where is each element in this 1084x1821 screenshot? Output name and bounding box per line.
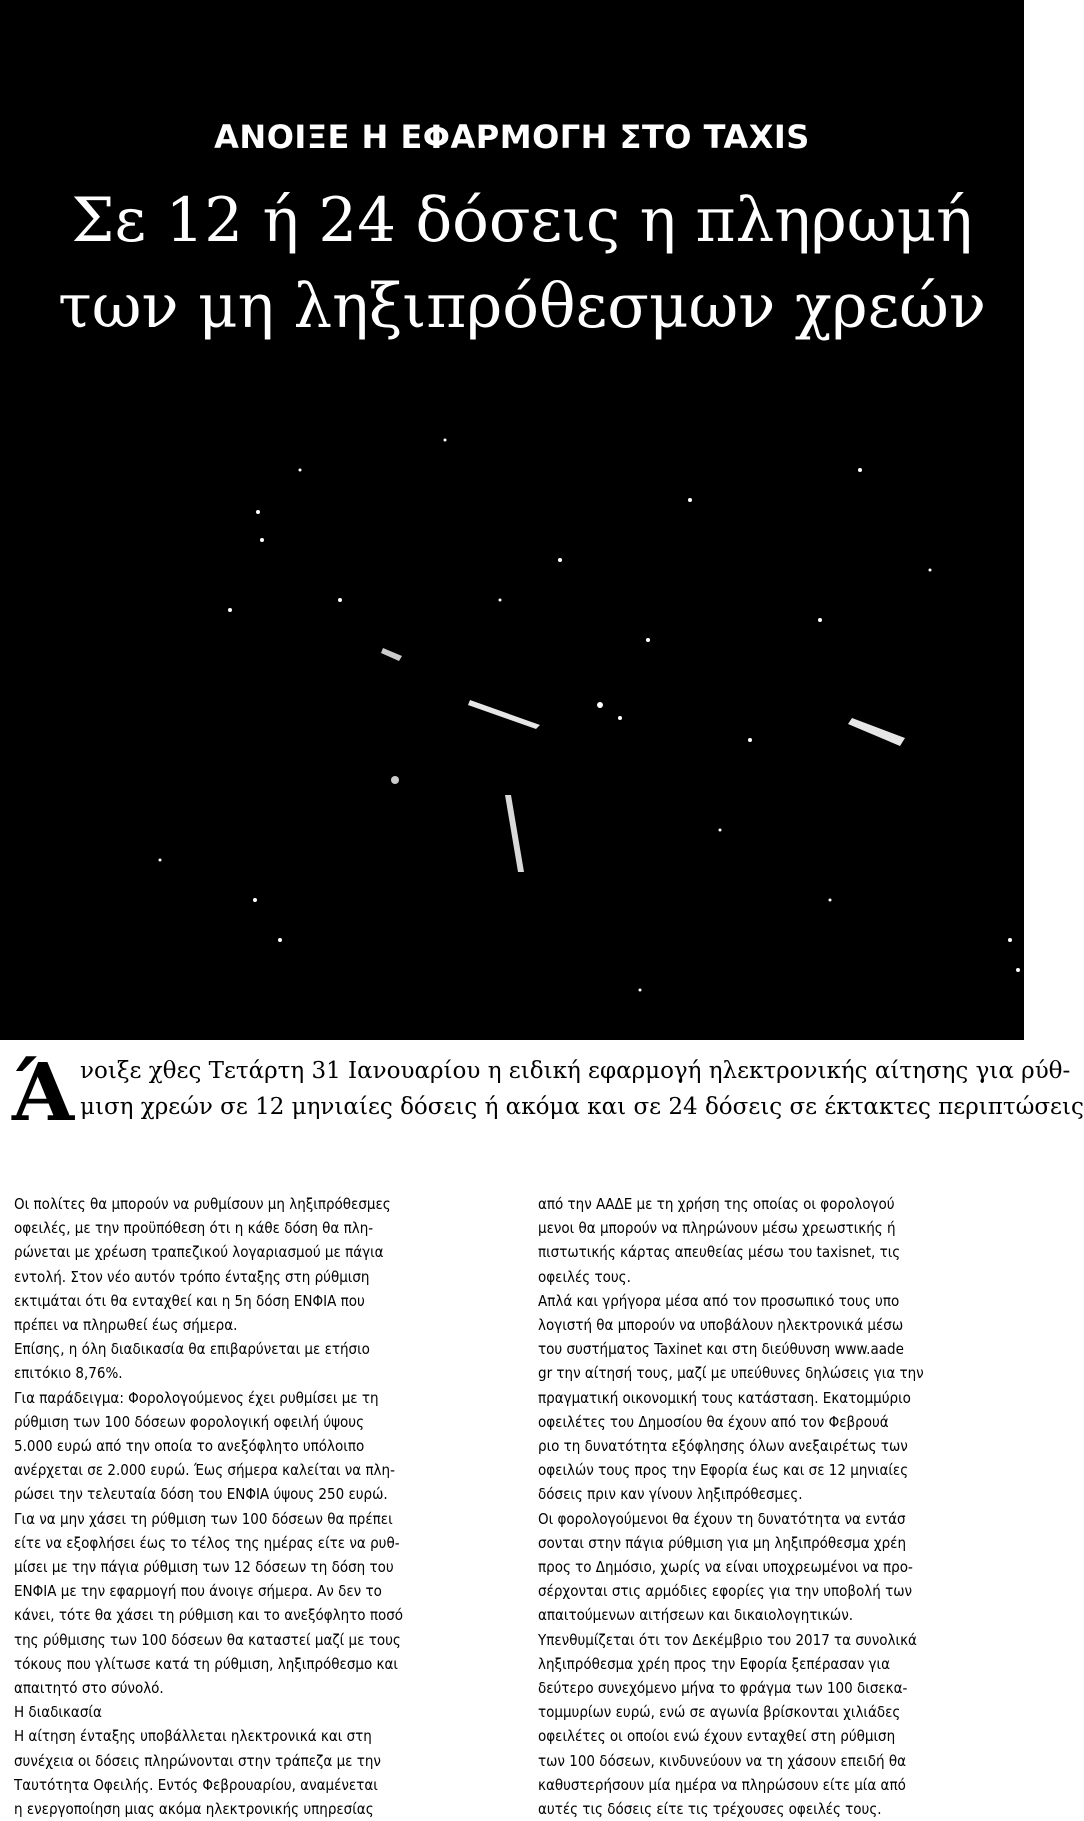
body-line: εντολή. Στον νέο αυτόν τρόπο ένταξης στη ρύθμιση bbox=[14, 1267, 370, 1286]
body-line: Ταυτότητα Οφειλής. Εντός Φεβρουαρίου, αναμένεται bbox=[14, 1775, 378, 1794]
body-line: από την ΑΑΔΕ με τη χρήση της οποίας οι φορολογού bbox=[538, 1195, 895, 1213]
body-line: προς το Δημόσιο, χωρίς να είναι υποχρεωμένοι να προ- bbox=[538, 1558, 913, 1577]
body-line: απαιτούμενων αιτήσεων και δικαιολογητικών. bbox=[538, 1606, 854, 1625]
lead-paragraph bbox=[12, 1045, 1084, 1162]
body-line: καθυστερήσουν μία ημέρα να πληρώσουν είτε μία από bbox=[538, 1775, 906, 1794]
headline-line-1: Σε 12 ή 24 δόσεις η πληρωμή bbox=[71, 185, 973, 256]
body-line: οφειλές τους. bbox=[538, 1267, 631, 1286]
body-line: ληξιπρόθεσμα χρέη προς την Εφορία ξεπέρασαν για bbox=[538, 1654, 891, 1673]
body-line: ρώνεται με χρέωση τραπεζικού λογαριασμού με πάγια bbox=[14, 1243, 384, 1262]
body-column-left bbox=[14, 1192, 518, 1819]
body-line: ρύθμιση των 100 δόσεων φορολογική οφειλή ύψους bbox=[14, 1412, 365, 1431]
drop-cap: Ά bbox=[12, 1045, 75, 1139]
body-line: gr την αίτησή τους, μαζί με υπεύθυνες δηλώσεις για την bbox=[538, 1364, 924, 1383]
body-line: τόκους που γλίτωσε κατά τη ρύθμιση, ληξιπρόθεσμο και bbox=[14, 1654, 398, 1673]
body-line: πρέπει να πληρωθεί έως σήμερα. bbox=[14, 1316, 238, 1335]
body-line: αυτές τις δόσεις είτε τις τρέχουσες οφειλές τους. bbox=[538, 1800, 882, 1819]
body-line: είτε να εξοφλήσει έως το τέλος της ημέρας είτε να ρυθ- bbox=[14, 1533, 400, 1552]
body-line: μενοι θα μπορούν να πληρώνουν μέσω χρεωστικής ή bbox=[538, 1219, 896, 1238]
body-line: Οι φορολογούμενοι θα έχουν τη δυνατότητα να εντάσ bbox=[538, 1509, 906, 1528]
body-line: δόσεις πριν καν γίνουν ληξιπρόθεσμες. bbox=[538, 1485, 803, 1504]
body-line: εκτιμάται ότι θα ενταχθεί και η 5η δόση ΕΝΦΙΑ που bbox=[14, 1291, 365, 1310]
lead-line-2: μιση χρεών σε 12 μηνιαίες δόσεις ή ακόμα και σε 24 δόσεις σε έκτακτες περιπτώσεις bbox=[80, 1094, 1084, 1120]
body-line: μίσει με την πάγια ρύθμιση των 12 δόσεων τη δόση του bbox=[14, 1558, 394, 1577]
body-line: σέρχονται στις αρμόδιες εφορίες για την υποβολή των bbox=[538, 1582, 913, 1601]
body-line: των 100 δόσεων, κινδυνεύουν να τη χάσουν επειδή θα bbox=[538, 1751, 907, 1770]
headline bbox=[20, 178, 1024, 350]
body-line: οφειλέτες του Δημοσίου θα έχουν από τον Φεβρουά bbox=[538, 1412, 889, 1431]
body-line: σονται στην πάγια ρύθμιση για μη ληξιπρόθεσμα χρέη bbox=[538, 1533, 906, 1552]
body-line: πραγματική οικονομική τους κατάσταση. Εκατομμύριο bbox=[538, 1388, 911, 1407]
body-line: 5.000 ευρώ από την οποία το ανεξόφλητο υπόλοιπο bbox=[14, 1437, 365, 1456]
body-line: Η αίτηση ένταξης υποβάλλεται ηλεκτρονικά και στη bbox=[14, 1727, 372, 1746]
body-line: δεύτερο συνεχόμενο μήνα το φράγμα των 100 δισεκα- bbox=[538, 1679, 908, 1698]
body-column-right bbox=[538, 1192, 1024, 1819]
body-line: Για να μην χάσει τη ρύθμιση των 100 δόσεων θα πρέπει bbox=[14, 1509, 393, 1528]
body-line: του συστήματος Taxinet και στη διεύθυνση www.aade bbox=[538, 1340, 904, 1359]
kicker: ΑΝΟΙΞΕ Η ΕΦΑΡΜΟΓΗ ΣΤΟ TAXIS bbox=[214, 118, 810, 156]
body-line: κάνει, τότε θα χάσει τη ρύθμιση και το ανεξόφλητο ποσό bbox=[14, 1606, 404, 1625]
body-line: λογιστή θα μπορούν να υποβάλουν ηλεκτρονικά μέσω bbox=[538, 1316, 904, 1335]
body-line: οφειλέτες οι οποίοι ενώ έχουν ενταχθεί στη ρύθμιση bbox=[538, 1727, 896, 1746]
body-line: τομμυρίων ευρώ, ενώ σε αγωνία βρίσκονται χιλιάδες bbox=[538, 1703, 901, 1722]
body-line: ΕΝΦΙΑ με την εφαρμογή που άνοιγε σήμερα. Αν δεν το bbox=[14, 1582, 382, 1601]
body-line: οφειλών τους προς την Εφορία έως και σε 12 μηνιαίες bbox=[538, 1461, 909, 1480]
body-line: ανέρχεται σε 2.000 ευρώ. Έως σήμερα καλείται να πλη- bbox=[14, 1461, 395, 1480]
body-line: Υπενθυμίζεται ότι τον Δεκέμβριο του 2017 τα συνολικά bbox=[538, 1630, 917, 1649]
body-line: επιτόκιο 8,76%. bbox=[14, 1364, 123, 1383]
body-line: οφειλές, με την προϋπόθεση ότι η κάθε δόση θα πλη- bbox=[14, 1219, 374, 1238]
body-line: της ρύθμισης των 100 δόσεων θα καταστεί μαζί με τους bbox=[14, 1630, 401, 1649]
body-line: Απλά και γρήγορα μέσα από τον προσωπικό τους υπο bbox=[538, 1291, 900, 1310]
headline-line-2: των μη ληξιπρόθεσμων χρεών bbox=[57, 271, 987, 342]
body-line: Για παράδειγμα: Φορολογούμενος έχει ρυθμίσει με τη bbox=[14, 1388, 379, 1407]
body-line: Επίσης, η όλη διαδικασία θα επιβαρύνεται με ετήσιο bbox=[14, 1340, 370, 1359]
body-line: πιστωτικής κάρτας απευθείας μέσω του taxisnet, τις bbox=[538, 1243, 901, 1262]
body-line: απαιτητό στο σύνολό. bbox=[14, 1679, 164, 1698]
subheading: Η διαδικασία bbox=[14, 1703, 102, 1722]
body-line: ρώσει την τελευταία δόση του ΕΝΦΙΑ ύψους 250 ευρώ. bbox=[14, 1485, 388, 1504]
body-line: συνέχεια οι δόσεις πληρώνονται στην τράπεζα με την bbox=[14, 1751, 381, 1770]
body-line: ριο τη δυνατότητα εξόφλησης όλων ανεξαιρέτως των bbox=[538, 1437, 908, 1456]
lead-line-1: νοιξε χθες Τετάρτη 31 Ιανουαρίου η ειδική εφαρμογή ηλεκτρονικής αίτησης για ρύθ- bbox=[80, 1058, 1071, 1084]
body-line: Οι πολίτες θα μπορούν να ρυθμίσουν μη ληξιπρόθεσμες bbox=[14, 1195, 391, 1213]
body-line: η ενεργοποίηση μιας ακόμα ηλεκτρονικής υπηρεσίας bbox=[14, 1800, 374, 1819]
